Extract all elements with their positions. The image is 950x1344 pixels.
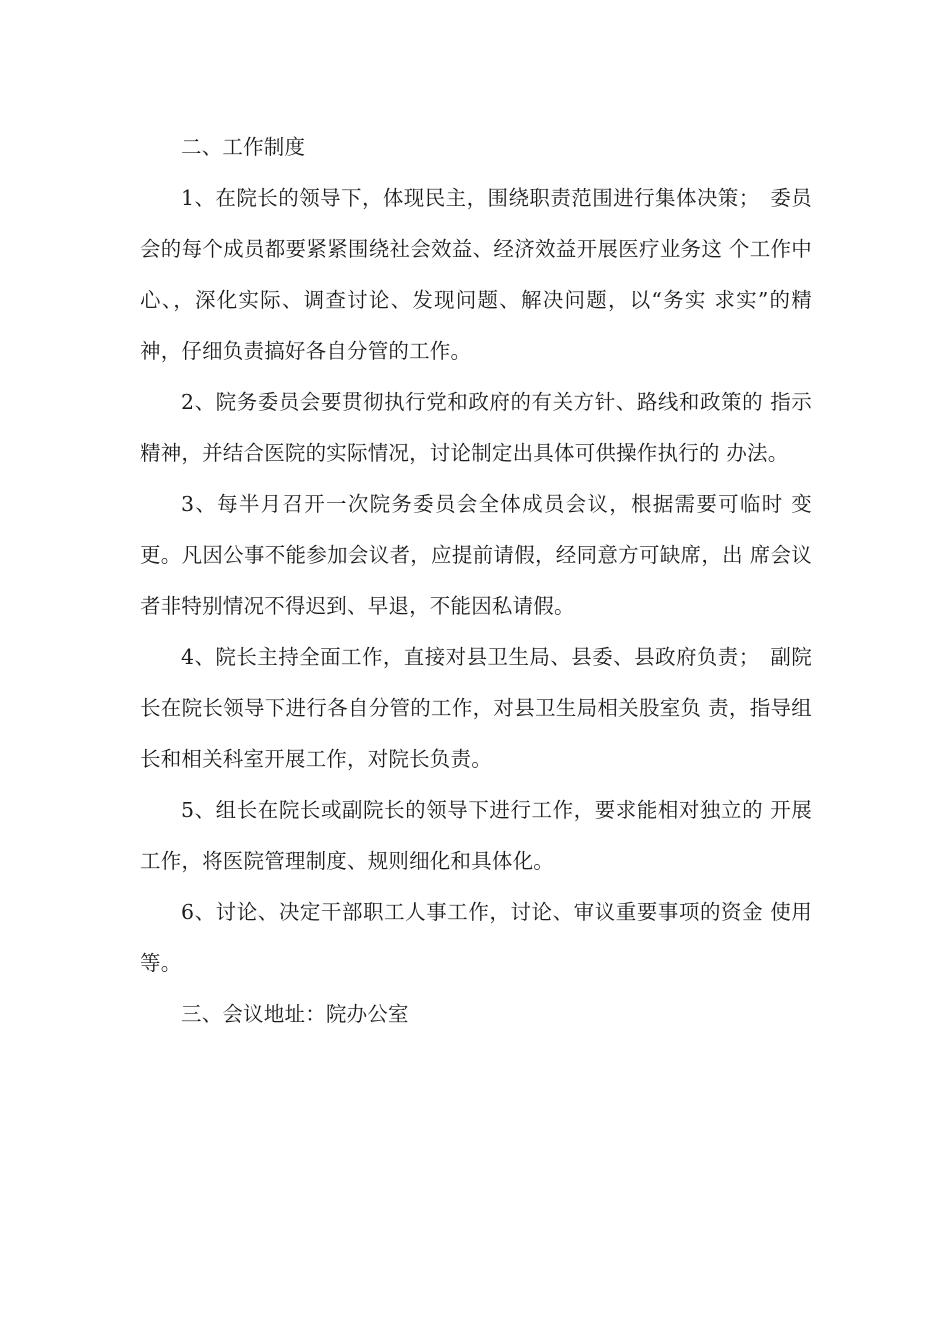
paragraph-rule-1: 1、在院长的领导下，体现民主，围绕职责范围进行集体决策； 委员会的每个成员都要紧紧围绕社会效益、经济效益开展医疗业务这 个工作中心、，深化实际、调查讨论、发现问题、解决问题，以“务实 求实”的精神，仔细负责搞好各自分管的工作。 <box>140 186 812 363</box>
section-two-heading: 二、工作制度 <box>181 135 306 159</box>
paragraph-rule-2: 2、院务委员会要贯彻执行党和政府的有关方针、路线和政策的 指示精神，并结合医院的实际情况，讨论制定出具体可供操作执行的 办法。 <box>140 390 812 465</box>
section-three-heading: 三、会议地址：院办公室 <box>181 1002 409 1026</box>
paragraph-rule-3: 3、每半月召开一次院务委员会全体成员会议，根据需要可临时 变更。凡因公事不能参加会议者，应提前请假，经同意方可缺席，出 席会议者非特别情况不得迟到、早退，不能因私请假。 <box>140 492 812 618</box>
paragraph-rule-6: 6、讨论、决定干部职工人事工作，讨论、审议重要事项的资金 使用等。 <box>140 900 812 975</box>
paragraph-rule-4: 4、院长主持全面工作，直接对县卫生局、县委、县政府负责； 副院长在院长领导下进行各自分管的工作，对县卫生局相关股室负 责，指导组长和相关科室开展工作，对院长负责。 <box>140 645 812 771</box>
document-body <box>140 122 812 1040</box>
paragraph-rule-5: 5、组长在院长或副院长的领导下进行工作，要求能相对独立的 开展工作，将医院管理制度、规则细化和具体化。 <box>140 798 812 873</box>
